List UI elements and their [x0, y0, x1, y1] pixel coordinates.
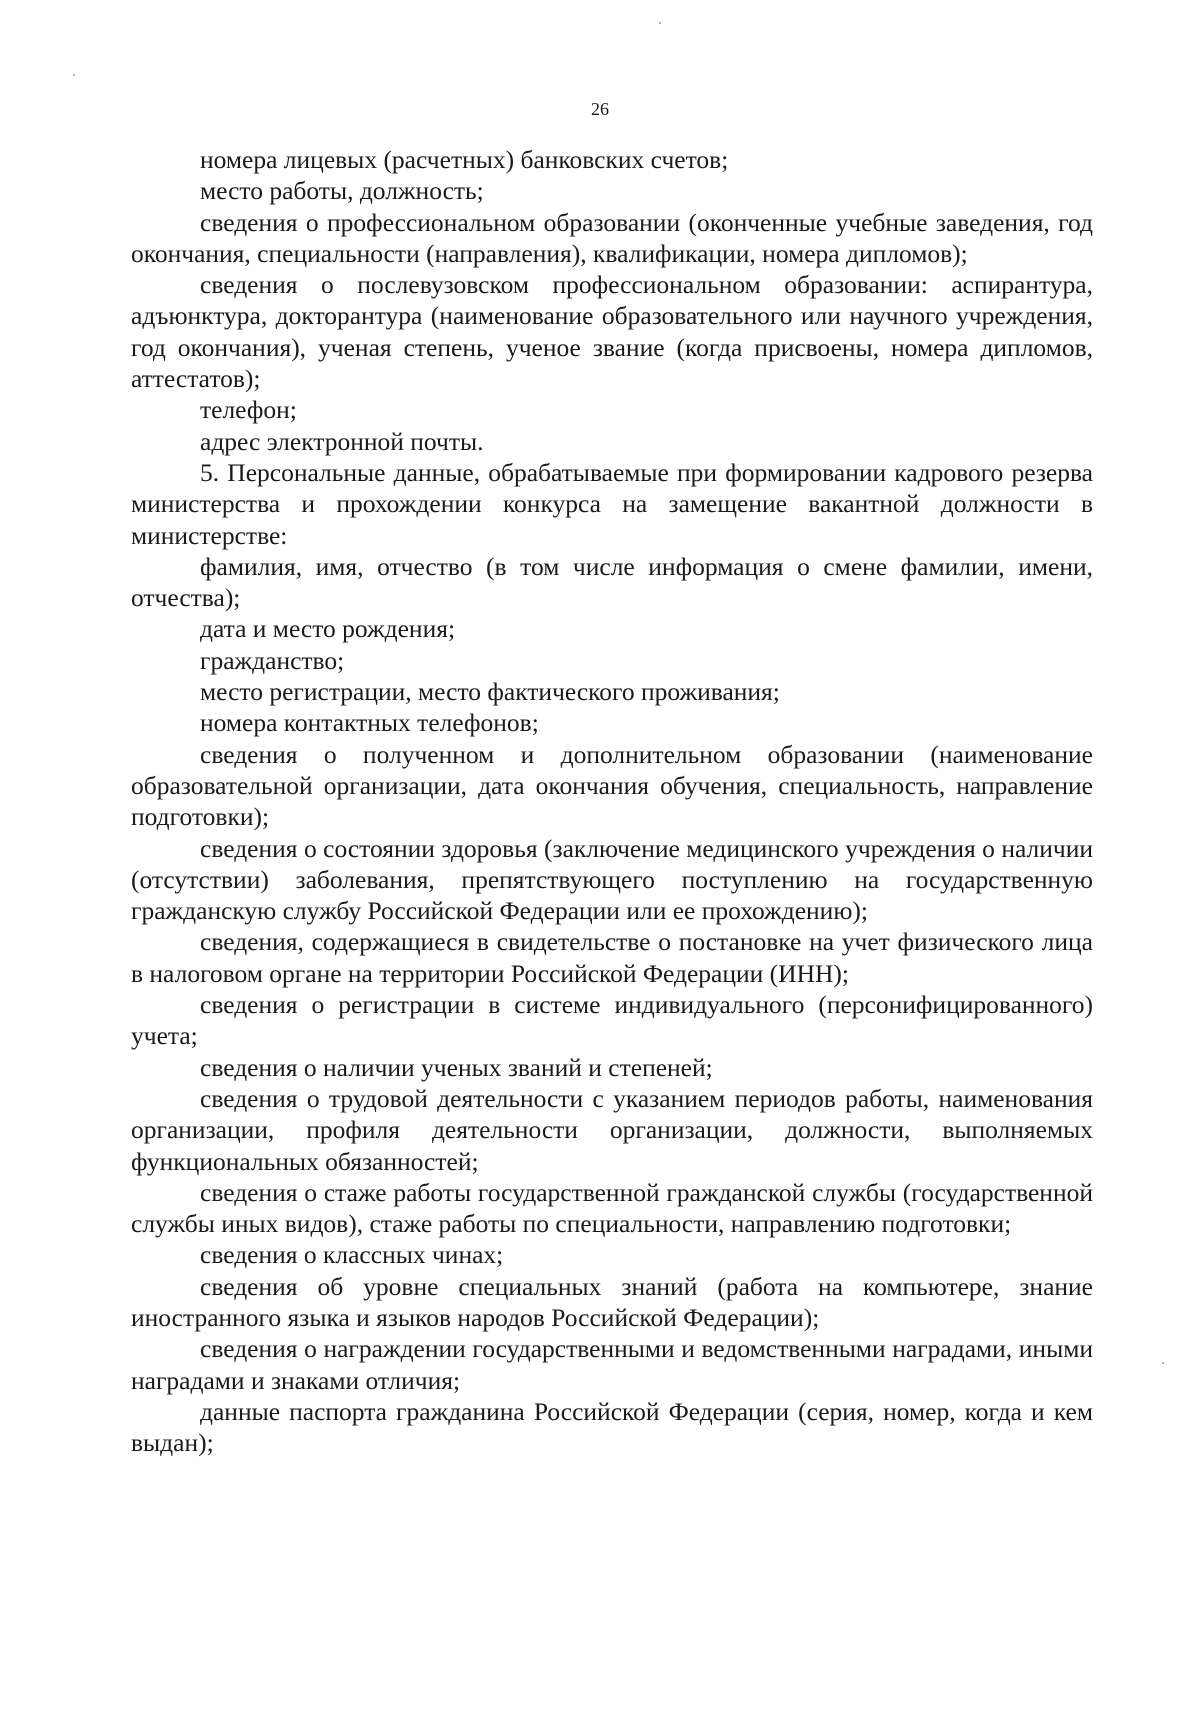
paragraph-academic-degrees: сведения о наличии ученых званий и степеней; — [200, 1052, 713, 1082]
paragraph-class-ranks: сведения о классных чинах; — [200, 1240, 504, 1270]
paragraph-inn: сведения, содержащиеся в свидетельстве о постановке на учет физического лица в налоговом органе на территории Российской Федерации (ИНН); — [131, 927, 1093, 988]
paragraph-education: сведения о полученном и дополнительном образовании (наименование образовательной организации, дата окончания обучения, специальность, направление подготовки); — [131, 739, 1093, 832]
page-number: 26 — [591, 99, 609, 119]
paragraph-service-length: сведения о стаже работы государственной гражданской службы (государственной службы иных видов), стаже работы по специальности, направлению подготовки; — [131, 1177, 1093, 1239]
paragraph-work-history: сведения о трудовой деятельности с указанием периодов работы, наименования организации, профиля деятельности организации, должности, выполняемых функциональных обязанностей; — [131, 1083, 1093, 1176]
paragraph-workplace: место работы, должность; — [200, 176, 484, 206]
paragraph-email: адрес электронной почты. — [200, 426, 484, 456]
paragraph-special-knowledge: сведения об уровне специальных знаний (работа на компьютере, знание иностранного языка и языков народов Российской Федерации); — [131, 1271, 1093, 1332]
paragraph-bank-accounts: номера лицевых (расчетных) банковских счетов; — [200, 145, 729, 174]
paragraph-personal-accounting: сведения о регистрации в системе индивидуального (персонифицированного) учета; — [131, 990, 1093, 1051]
paragraph-birth: дата и место рождения; — [200, 614, 456, 644]
paragraph-awards: сведения о награждении государственными и ведомственными наградами, иными наградами и знаками отличия; — [131, 1334, 1093, 1395]
paragraph-residence: место регистрации, место фактического проживания; — [200, 677, 780, 707]
paragraph-postgraduate-education: сведения о послевузовском профессиональном образовании: аспирантура, адъюнктура, докторантура (наименование образовательного или научного учреждения, год окончания), ученая степень, ученое звание (когда присвоены, номера дипломов, аттестатов); — [131, 270, 1093, 394]
paragraph-phone: телефон; — [200, 395, 297, 425]
paragraph-full-name: фамилия, имя, отчество (в том числе информация о смене фамилии, имени, отчества); — [131, 551, 1093, 613]
scan-speck — [73, 74, 75, 76]
scan-speck — [659, 22, 661, 24]
paragraph-passport: данные паспорта гражданина Российской Федерации (серия, номер, когда и кем выдан); — [131, 1396, 1093, 1458]
paragraph-contact-phones: номера контактных телефонов; — [200, 708, 539, 738]
paragraph-health: сведения о состоянии здоровья (заключение медицинского учреждения о наличии (отсутствии) заболевания, препятствующего поступлению на государственную гражданскую службу Российской Федерации или ее прохождению); — [131, 833, 1093, 926]
paragraph-section-5: 5. Персональные данные, обрабатываемые при формировании кадрового резерва министерства и прохождении конкурса на замещение вакантной должности в министерстве: — [131, 457, 1093, 550]
paragraph-professional-education: сведения о профессиональном образовании (оконченные учебные заведения, год окончания, специальности (направления), квалификации, номера дипломов); — [131, 207, 1093, 268]
paragraph-citizenship: гражданство; — [200, 645, 345, 675]
scan-speck — [1162, 1362, 1164, 1364]
body-text — [131, 144, 1093, 1458]
